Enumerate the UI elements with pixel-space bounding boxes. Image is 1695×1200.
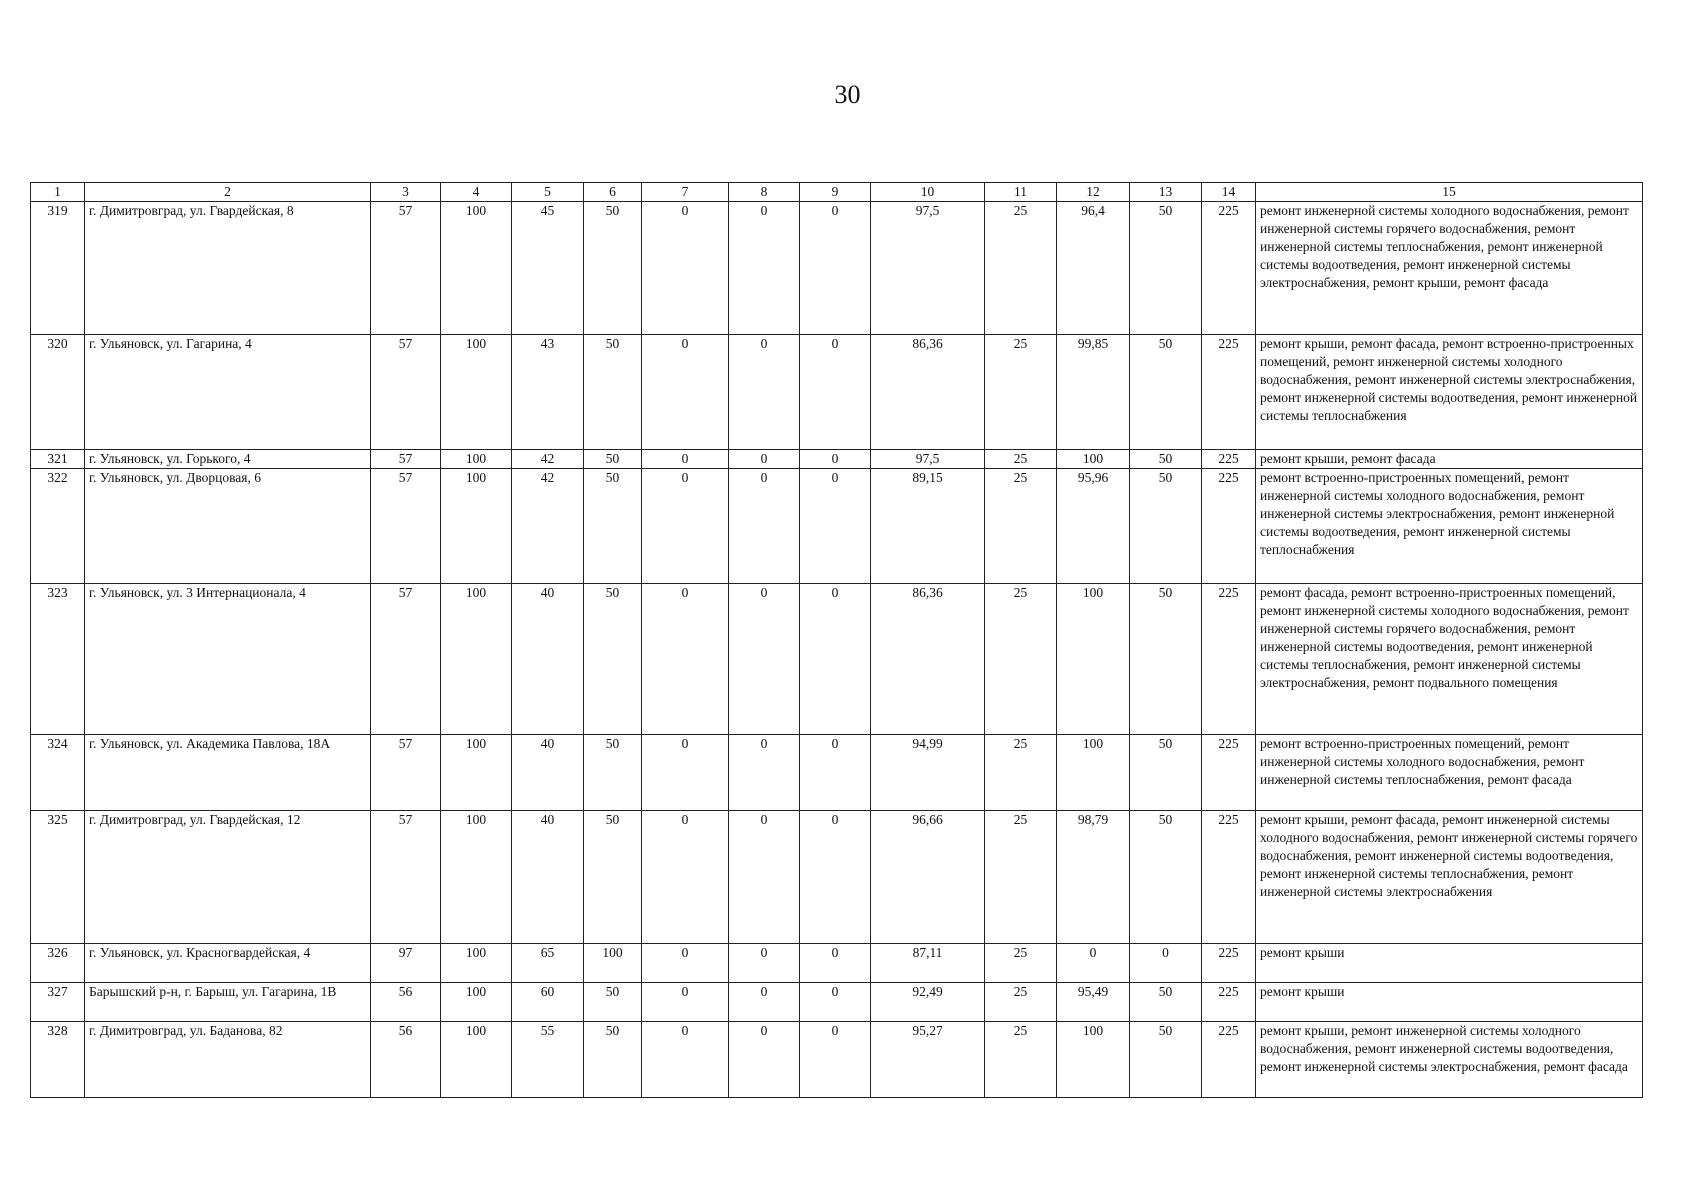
row-number: 320: [31, 335, 85, 450]
value-cell: 50: [584, 202, 642, 335]
row-number: 328: [31, 1022, 85, 1098]
value-cell: 96,66: [871, 811, 985, 944]
value-cell: 100: [441, 735, 512, 811]
column-header: 13: [1130, 183, 1202, 202]
works-cell: ремонт крыши: [1256, 983, 1643, 1022]
column-header: 10: [871, 183, 985, 202]
row-number: 322: [31, 469, 85, 584]
table-row: [31, 735, 1643, 811]
value-cell: 225: [1202, 944, 1256, 983]
value-cell: 0: [800, 944, 871, 983]
value-cell: 225: [1202, 202, 1256, 335]
address-cell: г. Димитровград, ул. Гвардейская, 8: [85, 202, 371, 335]
works-cell: ремонт крыши, ремонт фасада: [1256, 450, 1643, 469]
works-cell: ремонт фасада, ремонт встроенно-пристроенных помещений, ремонт инженерной системы холодного водоснабжения, ремонт инженерной системы горячего водоснабжения, ремонт инженерной системы водоотведения, ремонт инженерной системы теплоснабжения, ремонт инженерной системы электроснабжения, ремонт подвального помещения: [1256, 584, 1643, 735]
column-header: 2: [85, 183, 371, 202]
value-cell: 100: [441, 202, 512, 335]
value-cell: 225: [1202, 469, 1256, 584]
value-cell: 40: [512, 584, 584, 735]
row-number: 326: [31, 944, 85, 983]
value-cell: 100: [1057, 1022, 1130, 1098]
address-cell: г. Ульяновск, ул. Горького, 4: [85, 450, 371, 469]
value-cell: 0: [729, 202, 800, 335]
table-row: [31, 469, 1643, 584]
value-cell: 0: [800, 202, 871, 335]
row-number: 319: [31, 202, 85, 335]
value-cell: 57: [371, 450, 441, 469]
value-cell: 0: [729, 469, 800, 584]
column-header: 1: [31, 183, 85, 202]
value-cell: 0: [800, 469, 871, 584]
value-cell: 25: [985, 1022, 1057, 1098]
column-header: 7: [642, 183, 729, 202]
value-cell: 50: [1130, 811, 1202, 944]
value-cell: 43: [512, 335, 584, 450]
value-cell: 25: [985, 202, 1057, 335]
value-cell: 0: [729, 944, 800, 983]
value-cell: 55: [512, 1022, 584, 1098]
value-cell: 86,36: [871, 584, 985, 735]
address-cell: г. Ульяновск, ул. Академика Павлова, 18А: [85, 735, 371, 811]
value-cell: 97: [371, 944, 441, 983]
value-cell: 25: [985, 983, 1057, 1022]
value-cell: 100: [441, 469, 512, 584]
value-cell: 57: [371, 335, 441, 450]
table-row: [31, 202, 1643, 335]
value-cell: 0: [729, 584, 800, 735]
value-cell: 25: [985, 944, 1057, 983]
value-cell: 0: [800, 983, 871, 1022]
value-cell: 225: [1202, 450, 1256, 469]
works-cell: ремонт встроенно-пристроенных помещений, ремонт инженерной системы холодного водоснабжения, ремонт инженерной системы электроснабжения, ремонт инженерной системы водоотведения, ремонт инженерной системы теплоснабжения: [1256, 469, 1643, 584]
value-cell: 50: [584, 735, 642, 811]
value-cell: 0: [642, 202, 729, 335]
value-cell: 86,36: [871, 335, 985, 450]
address-cell: Барышский р-н, г. Барыш, ул. Гагарина, 1В: [85, 983, 371, 1022]
value-cell: 225: [1202, 735, 1256, 811]
row-number: 323: [31, 584, 85, 735]
column-header: 9: [800, 183, 871, 202]
value-cell: 0: [642, 983, 729, 1022]
value-cell: 0: [800, 811, 871, 944]
column-header: 5: [512, 183, 584, 202]
value-cell: 95,27: [871, 1022, 985, 1098]
value-cell: 0: [800, 1022, 871, 1098]
value-cell: 0: [1057, 944, 1130, 983]
value-cell: 0: [729, 735, 800, 811]
value-cell: 0: [800, 735, 871, 811]
value-cell: 100: [441, 811, 512, 944]
value-cell: 25: [985, 450, 1057, 469]
address-cell: г. Ульяновск, ул. Красногвардейская, 4: [85, 944, 371, 983]
value-cell: 100: [1057, 584, 1130, 735]
value-cell: 25: [985, 335, 1057, 450]
page-number: 30: [834, 80, 861, 109]
row-number: 327: [31, 983, 85, 1022]
value-cell: 65: [512, 944, 584, 983]
address-cell: г. Димитровград, ул. Гвардейская, 12: [85, 811, 371, 944]
table-row: [31, 1022, 1643, 1098]
column-header: 4: [441, 183, 512, 202]
value-cell: 225: [1202, 811, 1256, 944]
value-cell: 0: [800, 584, 871, 735]
value-cell: 225: [1202, 983, 1256, 1022]
works-cell: ремонт встроенно-пристроенных помещений, ремонт инженерной системы холодного водоснабжения, ремонт инженерной системы теплоснабжения, ремонт фасада: [1256, 735, 1643, 811]
value-cell: 97,5: [871, 450, 985, 469]
value-cell: 0: [729, 450, 800, 469]
value-cell: 225: [1202, 1022, 1256, 1098]
value-cell: 50: [1130, 202, 1202, 335]
value-cell: 0: [642, 335, 729, 450]
value-cell: 100: [584, 944, 642, 983]
value-cell: 50: [584, 450, 642, 469]
column-header: 3: [371, 183, 441, 202]
value-cell: 25: [985, 469, 1057, 584]
value-cell: 57: [371, 202, 441, 335]
works-cell: ремонт крыши, ремонт инженерной системы холодного водоснабжения, ремонт инженерной системы водоотведения, ремонт инженерной системы электроснабжения, ремонт фасада: [1256, 1022, 1643, 1098]
value-cell: 50: [584, 811, 642, 944]
row-number: 324: [31, 735, 85, 811]
value-cell: 50: [584, 335, 642, 450]
value-cell: 50: [584, 584, 642, 735]
value-cell: 50: [584, 983, 642, 1022]
value-cell: 57: [371, 811, 441, 944]
value-cell: 50: [1130, 1022, 1202, 1098]
value-cell: 40: [512, 811, 584, 944]
value-cell: 57: [371, 584, 441, 735]
value-cell: 56: [371, 1022, 441, 1098]
value-cell: 50: [1130, 335, 1202, 450]
registry-table: [30, 182, 1643, 1098]
works-cell: ремонт инженерной системы холодного водоснабжения, ремонт инженерной системы горячего водоснабжения, ремонт инженерной системы теплоснабжения, ремонт инженерной системы водоотведения, ремонт инженерной системы электроснабжения, ремонт крыши, ремонт фасада: [1256, 202, 1643, 335]
value-cell: 0: [642, 584, 729, 735]
value-cell: 0: [729, 811, 800, 944]
value-cell: 100: [441, 983, 512, 1022]
value-cell: 0: [642, 450, 729, 469]
value-cell: 0: [642, 1022, 729, 1098]
value-cell: 100: [441, 584, 512, 735]
address-cell: г. Ульяновск, ул. Дворцовая, 6: [85, 469, 371, 584]
value-cell: 0: [1130, 944, 1202, 983]
column-header: 12: [1057, 183, 1130, 202]
table-row: [31, 450, 1643, 469]
value-cell: 25: [985, 811, 1057, 944]
value-cell: 95,96: [1057, 469, 1130, 584]
value-cell: 92,49: [871, 983, 985, 1022]
value-cell: 87,11: [871, 944, 985, 983]
value-cell: 56: [371, 983, 441, 1022]
address-cell: г. Ульяновск, ул. Гагарина, 4: [85, 335, 371, 450]
value-cell: 0: [642, 735, 729, 811]
value-cell: 42: [512, 469, 584, 584]
value-cell: 98,79: [1057, 811, 1130, 944]
column-header: 11: [985, 183, 1057, 202]
column-header: 14: [1202, 183, 1256, 202]
value-cell: 50: [1130, 983, 1202, 1022]
value-cell: 50: [584, 469, 642, 584]
value-cell: 50: [1130, 469, 1202, 584]
value-cell: 0: [642, 469, 729, 584]
value-cell: 25: [985, 735, 1057, 811]
value-cell: 97,5: [871, 202, 985, 335]
value-cell: 100: [441, 1022, 512, 1098]
value-cell: 100: [441, 450, 512, 469]
table-row: [31, 983, 1643, 1022]
value-cell: 0: [729, 983, 800, 1022]
value-cell: 60: [512, 983, 584, 1022]
row-number: 325: [31, 811, 85, 944]
value-cell: 225: [1202, 584, 1256, 735]
column-header: 8: [729, 183, 800, 202]
value-cell: 100: [441, 944, 512, 983]
works-cell: ремонт крыши, ремонт фасада, ремонт инженерной системы холодного водоснабжения, ремонт инженерной системы горячего водоснабжения, ремонт инженерной системы водоотведения, ремонт инженерной системы теплоснабжения, ремонт инженерной системы электроснабжения: [1256, 811, 1643, 944]
value-cell: 0: [800, 335, 871, 450]
table-row: [31, 584, 1643, 735]
value-cell: 25: [985, 584, 1057, 735]
value-cell: 94,99: [871, 735, 985, 811]
value-cell: 0: [642, 811, 729, 944]
address-cell: г. Ульяновск, ул. 3 Интернационала, 4: [85, 584, 371, 735]
value-cell: 96,4: [1057, 202, 1130, 335]
value-cell: 89,15: [871, 469, 985, 584]
value-cell: 50: [1130, 584, 1202, 735]
value-cell: 100: [1057, 735, 1130, 811]
value-cell: 40: [512, 735, 584, 811]
value-cell: 99,85: [1057, 335, 1130, 450]
row-number: 321: [31, 450, 85, 469]
works-cell: ремонт крыши, ремонт фасада, ремонт встроенно-пристроенных помещений, ремонт инженерной системы холодного водоснабжения, ремонт инженерной системы электроснабжения, ремонт инженерной системы водоотведения, ремонт инженерной системы теплоснабжения: [1256, 335, 1643, 450]
header-row: [31, 183, 1643, 202]
address-cell: г. Димитровград, ул. Баданова, 82: [85, 1022, 371, 1098]
value-cell: 0: [729, 1022, 800, 1098]
table-row: [31, 335, 1643, 450]
value-cell: 50: [1130, 735, 1202, 811]
column-header: 15: [1256, 183, 1643, 202]
table-row: [31, 944, 1643, 983]
value-cell: 50: [584, 1022, 642, 1098]
value-cell: 100: [1057, 450, 1130, 469]
column-header: 6: [584, 183, 642, 202]
value-cell: 57: [371, 735, 441, 811]
value-cell: 0: [729, 335, 800, 450]
value-cell: 57: [371, 469, 441, 584]
value-cell: 50: [1130, 450, 1202, 469]
value-cell: 0: [800, 450, 871, 469]
value-cell: 42: [512, 450, 584, 469]
works-cell: ремонт крыши: [1256, 944, 1643, 983]
value-cell: 45: [512, 202, 584, 335]
value-cell: 95,49: [1057, 983, 1130, 1022]
value-cell: 225: [1202, 335, 1256, 450]
value-cell: 100: [441, 335, 512, 450]
value-cell: 0: [642, 944, 729, 983]
table-row: [31, 811, 1643, 944]
